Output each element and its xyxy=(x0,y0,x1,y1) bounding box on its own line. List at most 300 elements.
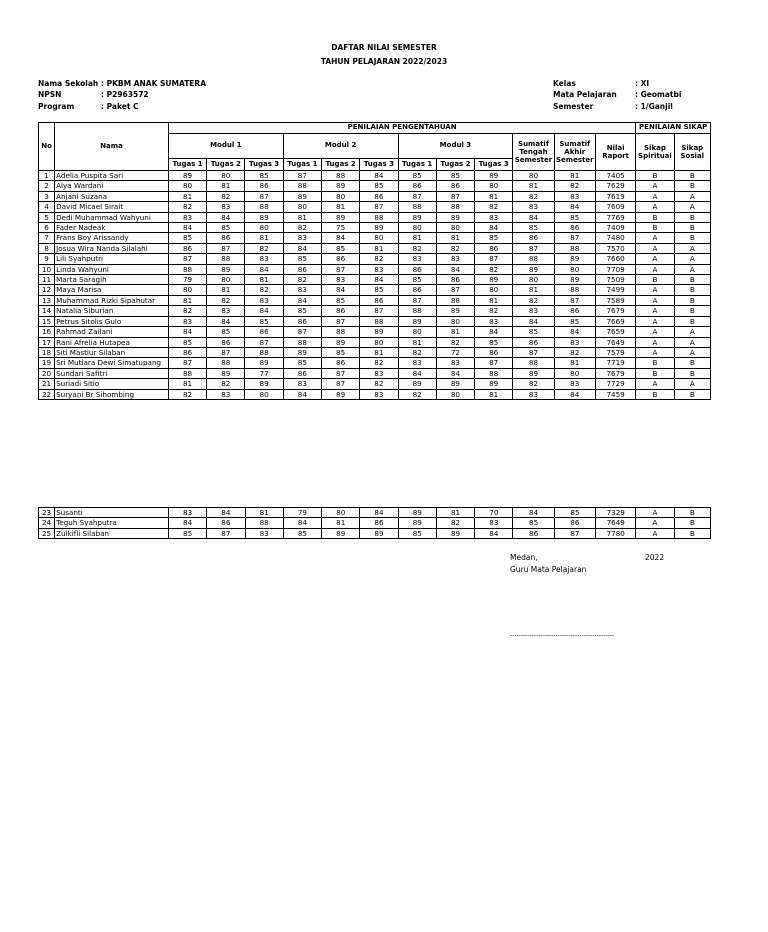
cell-m2-tugas3: 89 xyxy=(360,327,398,337)
cell-sikap-spiritual: B xyxy=(636,358,674,368)
table-row xyxy=(39,518,711,528)
npsn-label: NPSN xyxy=(38,90,62,99)
cell-sikap-sosial: B xyxy=(674,508,710,518)
cell-no: 3 xyxy=(39,191,55,201)
cell-no: 11 xyxy=(39,275,55,285)
cell-m2-tugas2: 81 xyxy=(321,202,359,212)
cell-nilai-raport: 7499 xyxy=(595,285,635,295)
cell-sikap-spiritual: A xyxy=(636,191,674,201)
program-value: : Paket C xyxy=(101,102,139,111)
cell-nilai-raport: 7769 xyxy=(595,212,635,222)
cell-nama: Marta Saragih xyxy=(55,275,169,285)
cell-sikap-spiritual: A xyxy=(636,379,674,389)
cell-m1-tugas1: 81 xyxy=(168,295,206,305)
cell-m1-tugas3: 86 xyxy=(245,327,283,337)
cell-m3-tugas2: 72 xyxy=(436,347,474,357)
header-m1-tugas2: Tugas 2 xyxy=(207,159,245,171)
cell-sikap-sosial: B xyxy=(674,171,710,181)
cell-m2-tugas1: 85 xyxy=(283,358,321,368)
cell-sumatif-tengah: 86 xyxy=(513,528,554,538)
cell-m2-tugas3: 86 xyxy=(360,191,398,201)
cell-nilai-raport: 7619 xyxy=(595,191,635,201)
table-row xyxy=(39,243,711,253)
cell-m1-tugas2: 83 xyxy=(207,306,245,316)
cell-m1-tugas1: 85 xyxy=(168,233,206,243)
cell-m1-tugas3: 81 xyxy=(245,233,283,243)
cell-m2-tugas2: 83 xyxy=(321,275,359,285)
cell-m1-tugas2: 84 xyxy=(207,212,245,222)
cell-nilai-raport: 7329 xyxy=(596,508,636,518)
table-row xyxy=(39,171,711,181)
cell-sikap-sosial: B xyxy=(674,212,710,222)
cell-nama: Alya Wardani xyxy=(55,181,169,191)
cell-m1-tugas1: 87 xyxy=(168,358,206,368)
cell-m1-tugas3: 83 xyxy=(245,528,283,538)
cell-sikap-sosial: B xyxy=(674,358,710,368)
cell-sikap-spiritual: A xyxy=(636,327,674,337)
cell-m3-tugas1: 85 xyxy=(398,275,436,285)
cell-sikap-spiritual: A xyxy=(636,243,674,253)
cell-m3-tugas1: 87 xyxy=(398,191,436,201)
cell-m3-tugas1: 86 xyxy=(398,285,436,295)
cell-m3-tugas2: 82 xyxy=(436,243,474,253)
cell-m3-tugas3: 83 xyxy=(475,212,513,222)
cell-m1-tugas3: 87 xyxy=(245,337,283,347)
cell-m3-tugas3: 84 xyxy=(475,223,513,233)
cell-m3-tugas3: 81 xyxy=(475,389,513,399)
cell-m2-tugas1: 86 xyxy=(283,368,321,378)
cell-m2-tugas1: 88 xyxy=(283,181,321,191)
cell-m2-tugas3: 82 xyxy=(360,254,398,264)
cell-sumatif-tengah: 83 xyxy=(513,389,554,399)
table-row xyxy=(39,358,711,368)
header-pengetahuan: PENILAIAN PENGENTAHUAN xyxy=(168,123,635,134)
cell-no: 9 xyxy=(39,254,55,264)
cell-m2-tugas3: 82 xyxy=(360,358,398,368)
kelas-label: Kelas xyxy=(553,79,576,88)
cell-sumatif-tengah: 83 xyxy=(513,306,554,316)
header-nama: Nama xyxy=(55,123,169,171)
header-m1-tugas3: Tugas 3 xyxy=(245,159,283,171)
document-title: DAFTAR NILAI SEMESTER xyxy=(331,43,437,52)
cell-m2-tugas3: 81 xyxy=(360,243,398,253)
cell-sumatif-tengah: 87 xyxy=(513,243,554,253)
cell-sikap-spiritual: B xyxy=(636,275,674,285)
cell-no: 24 xyxy=(39,518,55,528)
cell-sumatif-akhir: 80 xyxy=(554,368,595,378)
cell-no: 15 xyxy=(39,316,55,326)
cell-m1-tugas1: 86 xyxy=(168,347,206,357)
cell-m2-tugas1: 81 xyxy=(283,212,321,222)
cell-m2-tugas1: 84 xyxy=(283,295,321,305)
cell-m1-tugas2: 87 xyxy=(207,243,245,253)
cell-sikap-spiritual: A xyxy=(636,181,674,191)
cell-m3-tugas3: 85 xyxy=(475,337,513,347)
cell-m2-tugas3: 84 xyxy=(360,171,398,181)
cell-sumatif-tengah: 87 xyxy=(513,347,554,357)
cell-m3-tugas3: 81 xyxy=(475,191,513,201)
cell-m2-tugas2: 85 xyxy=(321,243,359,253)
cell-m2-tugas3: 83 xyxy=(360,264,398,274)
cell-m2-tugas2: 87 xyxy=(321,316,359,326)
cell-m3-tugas1: 89 xyxy=(398,518,436,528)
cell-nilai-raport: 7780 xyxy=(596,528,636,538)
cell-m1-tugas3: 89 xyxy=(245,212,283,222)
cell-sumatif-tengah: 88 xyxy=(513,254,554,264)
cell-m2-tugas2: 85 xyxy=(321,347,359,357)
cell-m3-tugas2: 82 xyxy=(436,337,474,347)
header-sumatif-akhir: Sumatif Akhir Semester xyxy=(554,134,595,171)
cell-sikap-sosial: A xyxy=(674,347,710,357)
cell-m3-tugas3: 83 xyxy=(475,518,513,528)
cell-nilai-raport: 7709 xyxy=(595,264,635,274)
cell-m1-tugas3: 88 xyxy=(245,518,283,528)
cell-m1-tugas1: 80 xyxy=(168,181,206,191)
cell-m2-tugas1: 79 xyxy=(283,508,321,518)
cell-m1-tugas1: 83 xyxy=(168,212,206,222)
cell-sikap-sosial: B xyxy=(674,295,710,305)
cell-m1-tugas3: 81 xyxy=(245,508,283,518)
cell-m3-tugas3: 81 xyxy=(475,295,513,305)
cell-m2-tugas2: 81 xyxy=(322,518,360,528)
table-row xyxy=(39,347,711,357)
cell-sikap-spiritual: A xyxy=(636,306,674,316)
cell-sumatif-akhir: 86 xyxy=(554,518,595,528)
cell-sikap-spiritual: B xyxy=(636,212,674,222)
cell-m2-tugas2: 86 xyxy=(321,254,359,264)
cell-m2-tugas1: 88 xyxy=(283,337,321,347)
header-sikap-sosial: Sikap Sosial xyxy=(674,134,710,171)
cell-sumatif-tengah: 80 xyxy=(513,171,554,181)
cell-m1-tugas2: 89 xyxy=(207,264,245,274)
cell-m1-tugas3: 77 xyxy=(245,368,283,378)
cell-m1-tugas2: 85 xyxy=(207,327,245,337)
cell-sikap-sosial: B xyxy=(674,285,710,295)
cell-m1-tugas1: 80 xyxy=(168,285,206,295)
cell-m1-tugas2: 88 xyxy=(207,254,245,264)
cell-sumatif-tengah: 82 xyxy=(513,191,554,201)
cell-no: 17 xyxy=(39,337,55,347)
cell-m3-tugas2: 81 xyxy=(436,508,474,518)
cell-m1-tugas1: 84 xyxy=(168,518,206,528)
cell-m2-tugas1: 80 xyxy=(283,202,321,212)
cell-m1-tugas3: 84 xyxy=(245,264,283,274)
cell-m1-tugas3: 80 xyxy=(245,223,283,233)
cell-m2-tugas2: 87 xyxy=(321,264,359,274)
cell-no: 18 xyxy=(39,347,55,357)
header-modul2: Modul 2 xyxy=(283,134,398,159)
cell-sikap-sosial: A xyxy=(674,191,710,201)
cell-sikap-spiritual: A xyxy=(636,508,674,518)
cell-m1-tugas3: 80 xyxy=(245,389,283,399)
cell-m1-tugas2: 84 xyxy=(207,508,245,518)
cell-nilai-raport: 7629 xyxy=(595,181,635,191)
cell-m2-tugas1: 87 xyxy=(283,327,321,337)
cell-sumatif-akhir: 81 xyxy=(554,358,595,368)
table-row xyxy=(39,254,711,264)
cell-m1-tugas2: 89 xyxy=(207,368,245,378)
cell-nama: Linda Wahyuni xyxy=(55,264,169,274)
cell-nama: Zulkifli Silaban xyxy=(55,528,169,538)
cell-sumatif-akhir: 89 xyxy=(554,275,595,285)
cell-m3-tugas2: 83 xyxy=(436,254,474,264)
table-row xyxy=(39,379,711,389)
cell-m3-tugas1: 83 xyxy=(398,358,436,368)
table-row xyxy=(39,295,711,305)
cell-m1-tugas2: 81 xyxy=(207,285,245,295)
cell-no: 1 xyxy=(39,171,55,181)
header-modul1: Modul 1 xyxy=(168,134,283,159)
cell-m3-tugas1: 88 xyxy=(398,202,436,212)
cell-no: 7 xyxy=(39,233,55,243)
cell-m2-tugas3: 81 xyxy=(360,347,398,357)
cell-sikap-sosial: B xyxy=(674,389,710,399)
cell-sumatif-tengah: 83 xyxy=(513,202,554,212)
cell-m2-tugas2: 84 xyxy=(321,233,359,243)
cell-m3-tugas2: 80 xyxy=(436,389,474,399)
cell-sikap-sosial: A xyxy=(674,264,710,274)
cell-m2-tugas1: 85 xyxy=(283,528,321,538)
cell-m1-tugas3: 89 xyxy=(245,379,283,389)
cell-sikap-sosial: B xyxy=(674,306,710,316)
cell-m2-tugas2: 85 xyxy=(321,295,359,305)
cell-sumatif-tengah: 86 xyxy=(513,233,554,243)
cell-sumatif-tengah: 89 xyxy=(513,368,554,378)
cell-nilai-raport: 7649 xyxy=(595,337,635,347)
cell-m1-tugas1: 83 xyxy=(168,508,206,518)
cell-m3-tugas2: 88 xyxy=(436,295,474,305)
cell-nama: Fader Nadeak xyxy=(55,223,169,233)
cell-m3-tugas1: 88 xyxy=(398,306,436,316)
cell-nilai-raport: 7679 xyxy=(595,306,635,316)
cell-m2-tugas1: 86 xyxy=(283,264,321,274)
table-row xyxy=(39,181,711,191)
cell-sikap-spiritual: A xyxy=(636,233,674,243)
cell-sumatif-akhir: 82 xyxy=(554,347,595,357)
cell-m2-tugas1: 84 xyxy=(283,389,321,399)
cell-no: 22 xyxy=(39,389,55,399)
cell-sumatif-akhir: 86 xyxy=(554,223,595,233)
cell-m1-tugas2: 81 xyxy=(207,181,245,191)
cell-sikap-sosial: B xyxy=(674,368,710,378)
table-row xyxy=(39,316,711,326)
cell-nama: Rani Afrelia Hutapea xyxy=(55,337,169,347)
cell-m1-tugas1: 85 xyxy=(168,337,206,347)
cell-m3-tugas2: 87 xyxy=(436,191,474,201)
signature-role: Guru Mata Pelajaran xyxy=(510,565,587,574)
table-row xyxy=(39,233,711,243)
cell-no: 8 xyxy=(39,243,55,253)
cell-m1-tugas2: 86 xyxy=(207,337,245,347)
cell-nilai-raport: 7659 xyxy=(595,327,635,337)
nama-sekolah-value: : PKBM ANAK SUMATERA xyxy=(101,79,207,88)
cell-m2-tugas3: 85 xyxy=(360,285,398,295)
cell-m1-tugas3: 83 xyxy=(245,295,283,305)
cell-nilai-raport: 7660 xyxy=(595,254,635,264)
cell-sikap-spiritual: A xyxy=(636,264,674,274)
cell-nilai-raport: 7669 xyxy=(595,316,635,326)
cell-nama: Muhammad Rizki Sipahutar xyxy=(55,295,169,305)
cell-m3-tugas2: 84 xyxy=(436,368,474,378)
cell-sikap-sosial: B xyxy=(674,316,710,326)
cell-sumatif-akhir: 87 xyxy=(554,295,595,305)
signature-year: 2022 xyxy=(645,553,665,562)
table-row xyxy=(39,368,711,378)
cell-m3-tugas1: 81 xyxy=(398,337,436,347)
cell-sumatif-akhir: 84 xyxy=(554,202,595,212)
cell-m1-tugas3: 85 xyxy=(245,316,283,326)
cell-m1-tugas1: 83 xyxy=(168,316,206,326)
cell-m2-tugas2: 87 xyxy=(321,368,359,378)
cell-sumatif-akhir: 87 xyxy=(554,233,595,243)
cell-m2-tugas1: 87 xyxy=(283,171,321,181)
cell-m1-tugas2: 80 xyxy=(207,171,245,181)
cell-m3-tugas2: 89 xyxy=(436,379,474,389)
cell-m3-tugas2: 86 xyxy=(436,275,474,285)
cell-nama: David Micael Sirait xyxy=(55,202,169,212)
cell-m3-tugas1: 82 xyxy=(398,389,436,399)
table-row xyxy=(39,275,711,285)
cell-m1-tugas3: 86 xyxy=(245,181,283,191)
header-nilai-raport: Nilai Raport xyxy=(595,134,635,171)
cell-sumatif-akhir: 80 xyxy=(554,264,595,274)
cell-nilai-raport: 7570 xyxy=(595,243,635,253)
cell-m3-tugas1: 85 xyxy=(398,171,436,181)
cell-m2-tugas3: 89 xyxy=(360,528,398,538)
cell-nilai-raport: 7729 xyxy=(595,379,635,389)
cell-m2-tugas2: 89 xyxy=(321,389,359,399)
cell-sumatif-akhir: 88 xyxy=(554,243,595,253)
cell-m1-tugas1: 79 xyxy=(168,275,206,285)
header-sikap-spiritual: Sikap Spiritual xyxy=(636,134,674,171)
cell-m1-tugas1: 88 xyxy=(168,368,206,378)
cell-m3-tugas2: 89 xyxy=(436,528,474,538)
cell-m3-tugas3: 84 xyxy=(475,327,513,337)
table-row xyxy=(39,327,711,337)
cell-m3-tugas1: 80 xyxy=(398,327,436,337)
cell-m2-tugas1: 84 xyxy=(283,518,321,528)
cell-sikap-sosial: A xyxy=(674,254,710,264)
cell-m2-tugas3: 88 xyxy=(360,316,398,326)
cell-m2-tugas2: 89 xyxy=(322,528,360,538)
cell-sumatif-akhir: 83 xyxy=(554,191,595,201)
cell-m1-tugas1: 82 xyxy=(168,202,206,212)
npsn-value: : P2963572 xyxy=(101,90,149,99)
cell-m2-tugas3: 89 xyxy=(360,223,398,233)
cell-m1-tugas2: 87 xyxy=(207,347,245,357)
cell-nama: Suriadi Sitio xyxy=(55,379,169,389)
header-no: No xyxy=(39,123,55,171)
cell-nama: Anjani Suzana xyxy=(55,191,169,201)
cell-nilai-raport: 7649 xyxy=(596,518,636,528)
header-modul3: Modul 3 xyxy=(398,134,513,159)
cell-m2-tugas2: 89 xyxy=(321,337,359,347)
cell-sumatif-akhir: 82 xyxy=(554,181,595,191)
table-row xyxy=(39,389,711,399)
cell-m1-tugas3: 88 xyxy=(245,202,283,212)
cell-m1-tugas3: 88 xyxy=(245,347,283,357)
cell-no: 23 xyxy=(39,508,55,518)
mapel-label: Mata Pelajaran xyxy=(553,90,617,99)
cell-m3-tugas1: 89 xyxy=(398,379,436,389)
cell-nama: Susanti xyxy=(55,508,169,518)
cell-m2-tugas3: 83 xyxy=(360,389,398,399)
cell-sikap-spiritual: A xyxy=(636,337,674,347)
cell-m3-tugas1: 82 xyxy=(398,243,436,253)
table-row xyxy=(39,223,711,233)
cell-sumatif-akhir: 83 xyxy=(554,337,595,347)
cell-no: 4 xyxy=(39,202,55,212)
table-row xyxy=(39,202,711,212)
cell-m3-tugas3: 87 xyxy=(475,254,513,264)
cell-no: 16 xyxy=(39,327,55,337)
cell-m2-tugas1: 89 xyxy=(283,347,321,357)
cell-m2-tugas1: 83 xyxy=(283,285,321,295)
cell-sikap-spiritual: A xyxy=(636,518,674,528)
cell-no: 13 xyxy=(39,295,55,305)
cell-m1-tugas2: 86 xyxy=(207,518,245,528)
cell-m3-tugas1: 82 xyxy=(398,347,436,357)
cell-sumatif-tengah: 85 xyxy=(513,518,554,528)
cell-nama: Adelia Puspita Sari xyxy=(55,171,169,181)
cell-m3-tugas2: 80 xyxy=(436,316,474,326)
cell-nama: Frans Boy Arissandy xyxy=(55,233,169,243)
cell-m2-tugas1: 89 xyxy=(283,191,321,201)
cell-m1-tugas3: 84 xyxy=(245,306,283,316)
cell-m2-tugas3: 82 xyxy=(360,379,398,389)
cell-nilai-raport: 7589 xyxy=(595,295,635,305)
cell-no: 20 xyxy=(39,368,55,378)
cell-sumatif-tengah: 84 xyxy=(513,212,554,222)
cell-m2-tugas3: 84 xyxy=(360,275,398,285)
cell-m3-tugas2: 85 xyxy=(436,171,474,181)
cell-m3-tugas2: 84 xyxy=(436,264,474,274)
nama-sekolah-label: Nama Sekolah xyxy=(38,79,99,88)
cell-m3-tugas2: 82 xyxy=(436,518,474,528)
cell-sumatif-tengah: 82 xyxy=(513,295,554,305)
cell-m1-tugas1: 89 xyxy=(168,171,206,181)
cell-sumatif-akhir: 86 xyxy=(554,306,595,316)
cell-nilai-raport: 7409 xyxy=(595,223,635,233)
cell-m3-tugas2: 89 xyxy=(436,212,474,222)
cell-no: 19 xyxy=(39,358,55,368)
cell-m3-tugas2: 87 xyxy=(436,285,474,295)
cell-sikap-sosial: B xyxy=(674,518,710,528)
cell-m2-tugas2: 89 xyxy=(321,212,359,222)
cell-m2-tugas2: 89 xyxy=(321,181,359,191)
cell-sumatif-akhir: 87 xyxy=(554,528,595,538)
cell-m2-tugas3: 86 xyxy=(360,295,398,305)
cell-no: 5 xyxy=(39,212,55,222)
cell-m3-tugas1: 86 xyxy=(398,264,436,274)
cell-sikap-spiritual: A xyxy=(636,285,674,295)
cell-m3-tugas3: 82 xyxy=(475,306,513,316)
cell-sikap-spiritual: A xyxy=(636,347,674,357)
cell-sumatif-akhir: 85 xyxy=(554,212,595,222)
cell-m3-tugas3: 80 xyxy=(475,181,513,191)
header-m1-tugas1: Tugas 1 xyxy=(168,159,206,171)
cell-m1-tugas3: 85 xyxy=(245,171,283,181)
cell-m2-tugas3: 80 xyxy=(360,233,398,243)
cell-no: 10 xyxy=(39,264,55,274)
cell-nama: Rahmad Zailani xyxy=(55,327,169,337)
table-row xyxy=(39,212,711,222)
cell-m2-tugas3: 84 xyxy=(360,508,398,518)
cell-sikap-sosial: A xyxy=(674,243,710,253)
cell-m3-tugas3: 89 xyxy=(475,275,513,285)
cell-sikap-sosial: A xyxy=(674,327,710,337)
header-m2-tugas2: Tugas 2 xyxy=(321,159,359,171)
